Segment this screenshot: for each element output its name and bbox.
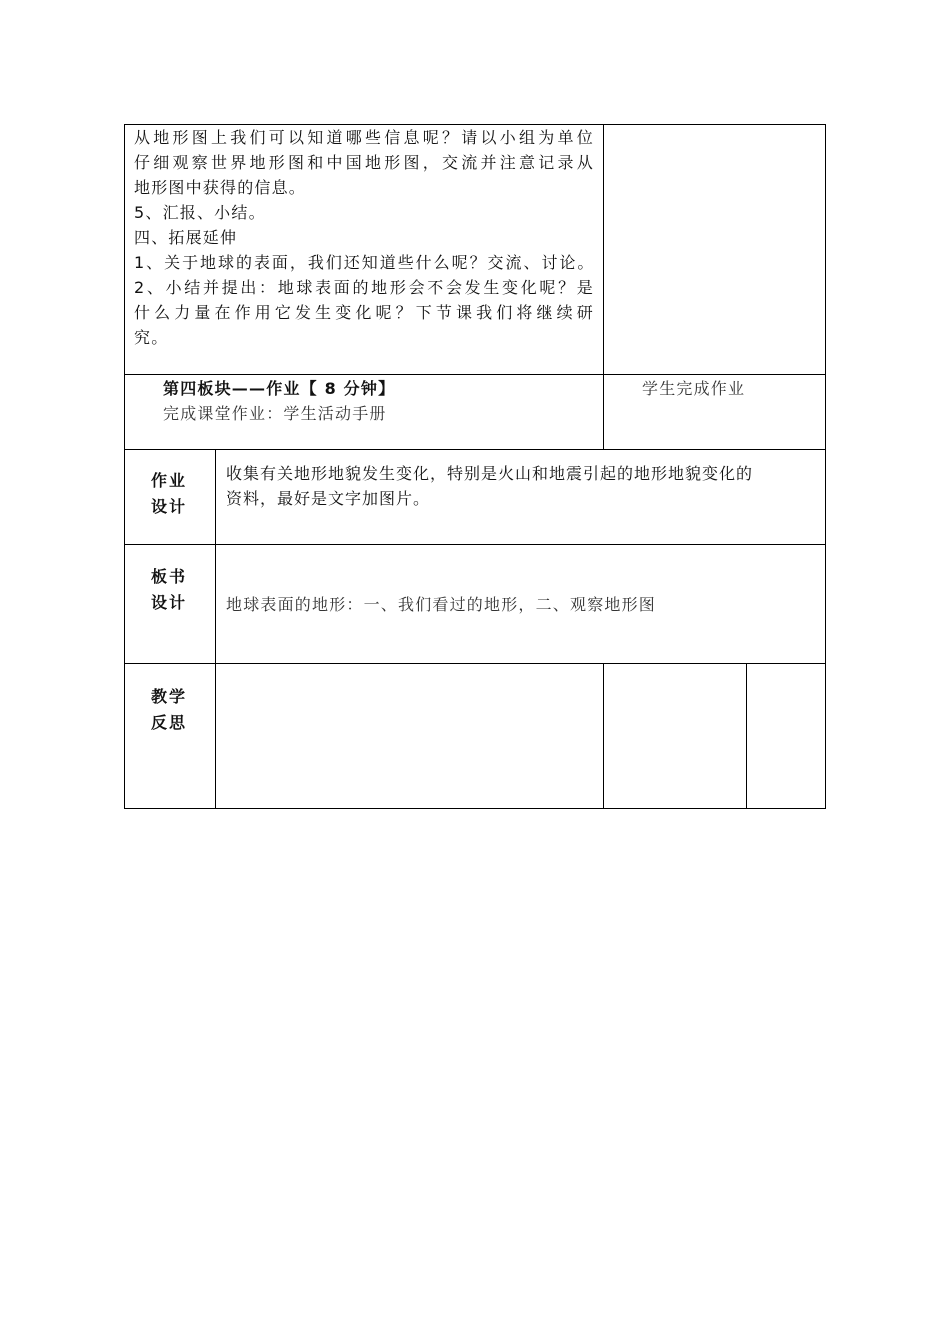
homework-content: 收集有关地形地貌发生变化，特别是火山和地震引起的地形地貌变化的 xyxy=(226,464,754,483)
homework-label: 设计 xyxy=(150,497,187,516)
reflection-label: 反思 xyxy=(150,713,187,732)
text-line: 从地形图上我们可以知道哪些信息呢？请以小组为单位 xyxy=(134,128,594,147)
homework-content: 资料，最好是文字加图片。 xyxy=(226,489,431,508)
row-divider xyxy=(124,449,826,450)
text-line: 5、汇报、小结。 xyxy=(134,203,266,222)
text-line: 四、拓展延伸 xyxy=(134,228,238,247)
column-divider xyxy=(746,663,747,809)
row-divider xyxy=(124,544,826,545)
text-line: 什么力量在作用它发生变化呢？下节课我们将继续研 xyxy=(134,303,594,322)
student-activity: 学生完成作业 xyxy=(642,379,746,398)
board-label: 设计 xyxy=(150,593,187,612)
column-divider xyxy=(215,449,216,809)
reflection-label: 教学 xyxy=(150,687,187,706)
text-line: 1、关于地球的表面，我们还知道些什么呢？交流、讨论。 xyxy=(134,253,594,272)
column-divider xyxy=(603,663,604,809)
column-divider xyxy=(603,124,604,449)
row-divider xyxy=(124,374,826,375)
board-label: 板书 xyxy=(150,567,187,586)
text-line: 地形图中获得的信息。 xyxy=(134,178,307,197)
homework-label: 作业 xyxy=(150,471,187,490)
text-line: 仔细观察世界地形图和中国地形图，交流并注意记录从 xyxy=(134,153,594,172)
row-divider xyxy=(124,663,826,664)
section-title: 第四板块——作业【 8 分钟】 xyxy=(163,379,396,398)
text-line: 究。 xyxy=(134,328,169,347)
section-content: 完成课堂作业：学生活动手册 xyxy=(163,404,387,423)
board-content: 地球表面的地形：一、我们看过的地形，二、观察地形图 xyxy=(226,595,657,614)
text-line: 2、小结并提出：地球表面的地形会不会发生变化呢？是 xyxy=(134,278,594,297)
